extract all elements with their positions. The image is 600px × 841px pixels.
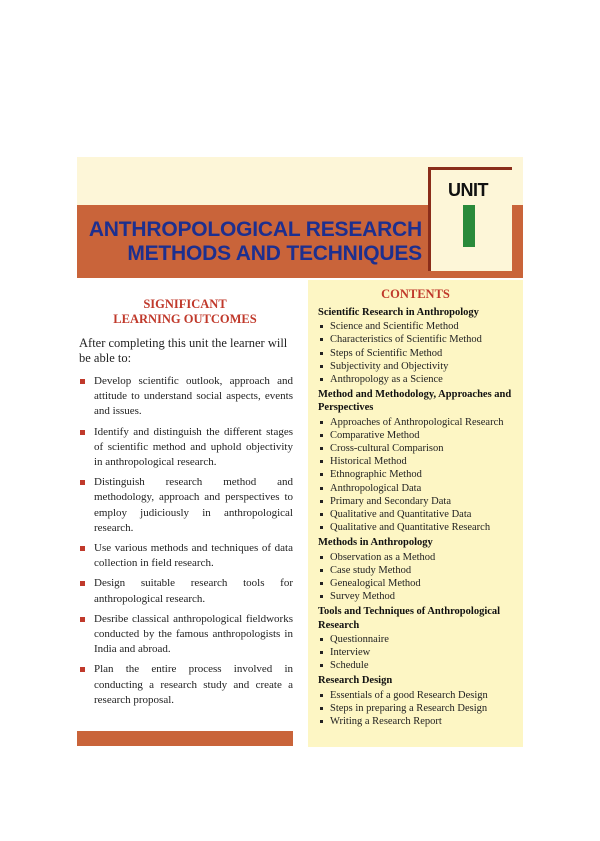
contents-item: [318, 508, 518, 521]
contents-item-text: Steps in preparing a Research Design: [330, 702, 488, 714]
contents-item: [318, 373, 518, 386]
bullet-square-icon: [80, 546, 85, 551]
bullet-icon: [320, 569, 323, 572]
bullet-square-icon: [80, 617, 85, 622]
contents-section-items: [318, 633, 518, 673]
contents-title: CONTENTS: [381, 287, 450, 301]
contents-item: [318, 495, 518, 508]
contents-item: [318, 482, 518, 495]
outcome-text: Plan the entire process involved in conducting a research study and create a research proposal.: [94, 663, 293, 706]
contents-item-text: Steps of Scientific Method: [330, 347, 443, 359]
contents-item: [318, 633, 518, 646]
contents-section-heading: Methods in Anthropology: [318, 537, 433, 549]
contents-item: [318, 429, 518, 442]
outcome-text: Develop scientific outlook, approach and attitude to understand social aspects, events and issues.: [94, 375, 293, 418]
bullet-square-icon: [80, 581, 85, 586]
contents-item: [318, 646, 518, 659]
outcome-text: Use various methods and techniques of data collection in field research.: [94, 542, 293, 570]
contents-item-text: Science and Scientific Method: [330, 321, 459, 333]
contents-section-items: [318, 689, 518, 729]
outcome-item: [80, 576, 293, 606]
bullet-icon: [320, 325, 323, 328]
contents-item-text: Cross-cultural Comparison: [330, 443, 444, 455]
bullet-icon: [320, 473, 323, 476]
contents-item-text: Case study Method: [330, 564, 412, 576]
contents-item: [318, 689, 518, 702]
contents-item-text: Questionnaire: [330, 633, 389, 645]
contents-item-text: Ethnographic Method: [330, 469, 422, 481]
contents-item-text: Primary and Secondary Data: [330, 495, 452, 507]
contents-item-text: Historical Method: [330, 456, 407, 468]
bullet-icon: [320, 460, 323, 463]
outcomes-heading-line2: LEARNING OUTCOMES: [113, 312, 257, 326]
bullet-icon: [320, 720, 323, 723]
bullet-icon: [320, 513, 323, 516]
unit-title: [77, 218, 422, 266]
contents-item: [318, 333, 518, 346]
contents-list: [318, 304, 518, 729]
contents-item: [318, 521, 518, 534]
bullet-icon: [320, 556, 323, 559]
contents-section-heading: Tools and Techniques of Anthropological Research: [318, 606, 501, 631]
outcomes-heading-line1: SIGNIFICANT: [143, 297, 227, 311]
bullet-square-icon: [80, 379, 85, 384]
unit-title-line2: METHODS AND TECHNIQUES: [127, 242, 422, 265]
outcomes-intro: After completing this unit the learner will be able to:: [79, 336, 288, 365]
contents-item-text: Qualitative and Quantitative Research: [330, 522, 491, 534]
outcome-text: Desribe classical anthropological fieldworks conducted by the famous anthropologists in India and abroad.: [94, 612, 293, 656]
bullet-icon: [320, 638, 323, 641]
outcome-item: [80, 662, 293, 708]
outcome-item: [80, 425, 293, 471]
contents-item-text: Anthropological Data: [330, 482, 422, 494]
contents-section-heading: Method and Methodology, Approaches and Perspectives: [318, 389, 512, 414]
outcome-item: [80, 541, 293, 571]
bullet-icon: [320, 434, 323, 437]
contents-section-heading: Research Design: [318, 675, 393, 687]
outcome-text: Distinguish research method and methodology, approach and perspectives to employ judiciously in anthropological research.: [94, 476, 293, 534]
bullet-icon: [320, 651, 323, 654]
bullet-icon: [320, 526, 323, 529]
contents-item-text: Essentials of a good Research Design: [330, 689, 488, 701]
bullet-icon: [320, 352, 323, 355]
contents-item-text: Genealogical Method: [330, 578, 421, 590]
contents-item: [318, 564, 518, 577]
bullet-square-icon: [80, 480, 85, 485]
bullet-icon: [320, 595, 323, 598]
bullet-icon: [320, 487, 323, 490]
contents-item: [318, 347, 518, 360]
contents-item: [318, 577, 518, 590]
outcome-text: Identify and distinguish the different stages of scientific method and uphold objectivity in anthropological research.: [94, 425, 293, 469]
unit-numeral-one: [463, 205, 475, 247]
contents-item: [318, 442, 518, 455]
bullet-icon: [320, 707, 323, 710]
outcome-item: [80, 475, 293, 536]
contents-item-text: Writing a Research Report: [330, 716, 442, 728]
contents-item-text: Anthropology as a Science: [330, 374, 443, 386]
contents-item-text: Approaches of Anthropological Research: [330, 416, 504, 428]
contents-item: [318, 360, 518, 373]
contents-item-text: Qualitative and Quantitative Data: [330, 509, 472, 521]
bullet-icon: [320, 338, 323, 341]
contents-item-text: Schedule: [330, 660, 369, 672]
bullet-icon: [320, 447, 323, 450]
contents-item-text: Observation as a Method: [330, 551, 436, 563]
bullet-icon: [320, 421, 323, 424]
outcomes-list: [80, 374, 293, 713]
bullet-icon: [320, 500, 323, 503]
outcomes-heading: [77, 297, 293, 327]
contents-item: [318, 590, 518, 603]
contents-item: [318, 416, 518, 429]
contents-item-text: Characteristics of Scientific Method: [330, 334, 482, 346]
bullet-icon: [320, 694, 323, 697]
contents-item: [318, 468, 518, 481]
contents-section-heading: Scientific Research in Anthropology: [318, 307, 479, 318]
contents-section-items: [318, 320, 518, 386]
outcomes-bottom-bar: [77, 731, 293, 746]
contents-section-items: [318, 551, 518, 604]
outcome-item: [80, 612, 293, 658]
contents-section-items: [318, 416, 518, 535]
contents-item: [318, 659, 518, 672]
contents-item: [318, 702, 518, 715]
contents-item-text: Subjectivity and Objectivity: [330, 360, 449, 372]
outcome-text: Design suitable research tools for anthropological research.: [94, 577, 293, 605]
outcome-item: [80, 374, 293, 420]
contents-item-text: Comparative Method: [330, 429, 420, 441]
contents-item: [318, 551, 518, 564]
contents-item: [318, 320, 518, 333]
bullet-square-icon: [80, 430, 85, 435]
contents-item-text: Interview: [330, 647, 371, 659]
bullet-icon: [320, 582, 323, 585]
bullet-icon: [320, 365, 323, 368]
unit-title-line1: ANTHROPOLOGICAL RESEARCH: [88, 218, 422, 241]
contents-item-text: Survey Method: [330, 591, 396, 603]
contents-item: [318, 455, 518, 468]
bullet-icon: [320, 664, 323, 667]
bullet-square-icon: [80, 667, 85, 672]
bullet-icon: [320, 378, 323, 381]
contents-item: [318, 715, 518, 728]
unit-label: UNIT: [448, 180, 488, 200]
